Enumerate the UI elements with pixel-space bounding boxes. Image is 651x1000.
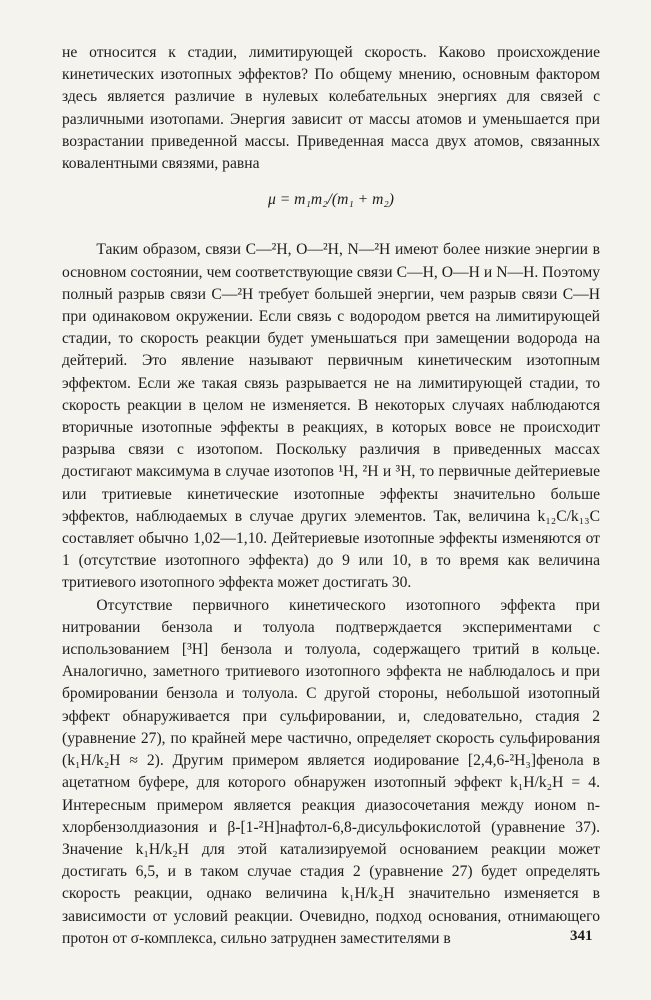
paragraph-3: Отсутствие первичного кинетического изотопного эффекта при нитровании бензола и толуола подтверждается экспериментами с использованием [³H] бензола и толуола, содержащего тритий в кольце. Аналогично, заметного тритиевого изотопного эффекта не наблюдалось и при бромировании бензола и толуола. С другой стороны, небольшой изотопный эффект обнаруживается при сульфировании, и, следовательно, стадия 2 (уравнение 27), по крайней мере частично, определяет скорость сульфирования (k₁H/k₂H ≈ 2). Другим примером является иодирование [2,4,6-²H₃]фенола в ацетатном буфере, для которого обнаружен изотопный эффект k₁H/k₂H = 4. Интересным примером является реакция диазосочетания между ионом n-хлорбензолдиазония и β-[1-²H]нафтол-6,8-дисульфокислотой (уравнение 37). Значение k₁H/k₂H для этой катализируемой основанием реакции может достигать 6,5, и в таком случае стадия 2 (уравнение 27) будет определять скорость реакции, однако величина k₁H/k₂H значительно изменяется в зависимости от условий реакции. Очевидно, подход основания, отнимающего протон от σ-комплекса, сильно затруднен заместителями в (62, 596, 600, 947)
paragraph-2: Таким образом, связи C—²H, O—²H, N—²H имеют более низкие энергии в основном состоянии, чем соответствующие связи C—H, O—H и N—H. Поэтому полный разрыв связи C—²H требует большей энергии, чем разрыв связи C—H при одинаковом окружении. Если связь с водородом рвется на лимитирующей стадии, то скорость реакции будет уменьшаться при замещении водорода на дейтерий. Это явление называют первичным кинетическим изотопным эффектом. Если же такая связь разрывается не на лимитирующей стадии, то скорость реакции в целом не изменяется. В некоторых случаях наблюдаются вторичные изотопные эффекты в реакциях, в которых вовсе не происходит разрыва связи с изотопом. Поскольку различия в приведенных массах достигают максимума в случае изотопов ¹H, ²H и ³H, то первичные дейтериевые или тритиевые кинетические изотопные эффекты значительно больше эффектов, наблюдаемых в случае других элементов. Так, величина k₁₂C/k₁₃C составляет обычно 1,02—1,10. Дейтериевые изотопные эффекты изменяются от 1 (отсутствие изотопного эффекта) до 9 или 10, в то время как величина тритиевого изотопного эффекта может достигать 30. (62, 241, 600, 592)
text-block (62, 42, 600, 950)
paragraph-1: не относится к стадии, лимитирующей скорость. Каково происхождение кинетических изотопных эффектов? По общему мнению, основным фактором здесь является различие в нулевых колебательных энергиях для связей с различными изотопами. Энергия зависит от массы атомов и уменьшается при возрастании приведенной массы. Приведенная масса двух атомов, связанных ковалентными связями, равна (62, 44, 600, 173)
page-number: 341 (570, 928, 593, 944)
reduced-mass-formula: μ = m₁m₂/(m₁ + m₂) (268, 191, 394, 209)
